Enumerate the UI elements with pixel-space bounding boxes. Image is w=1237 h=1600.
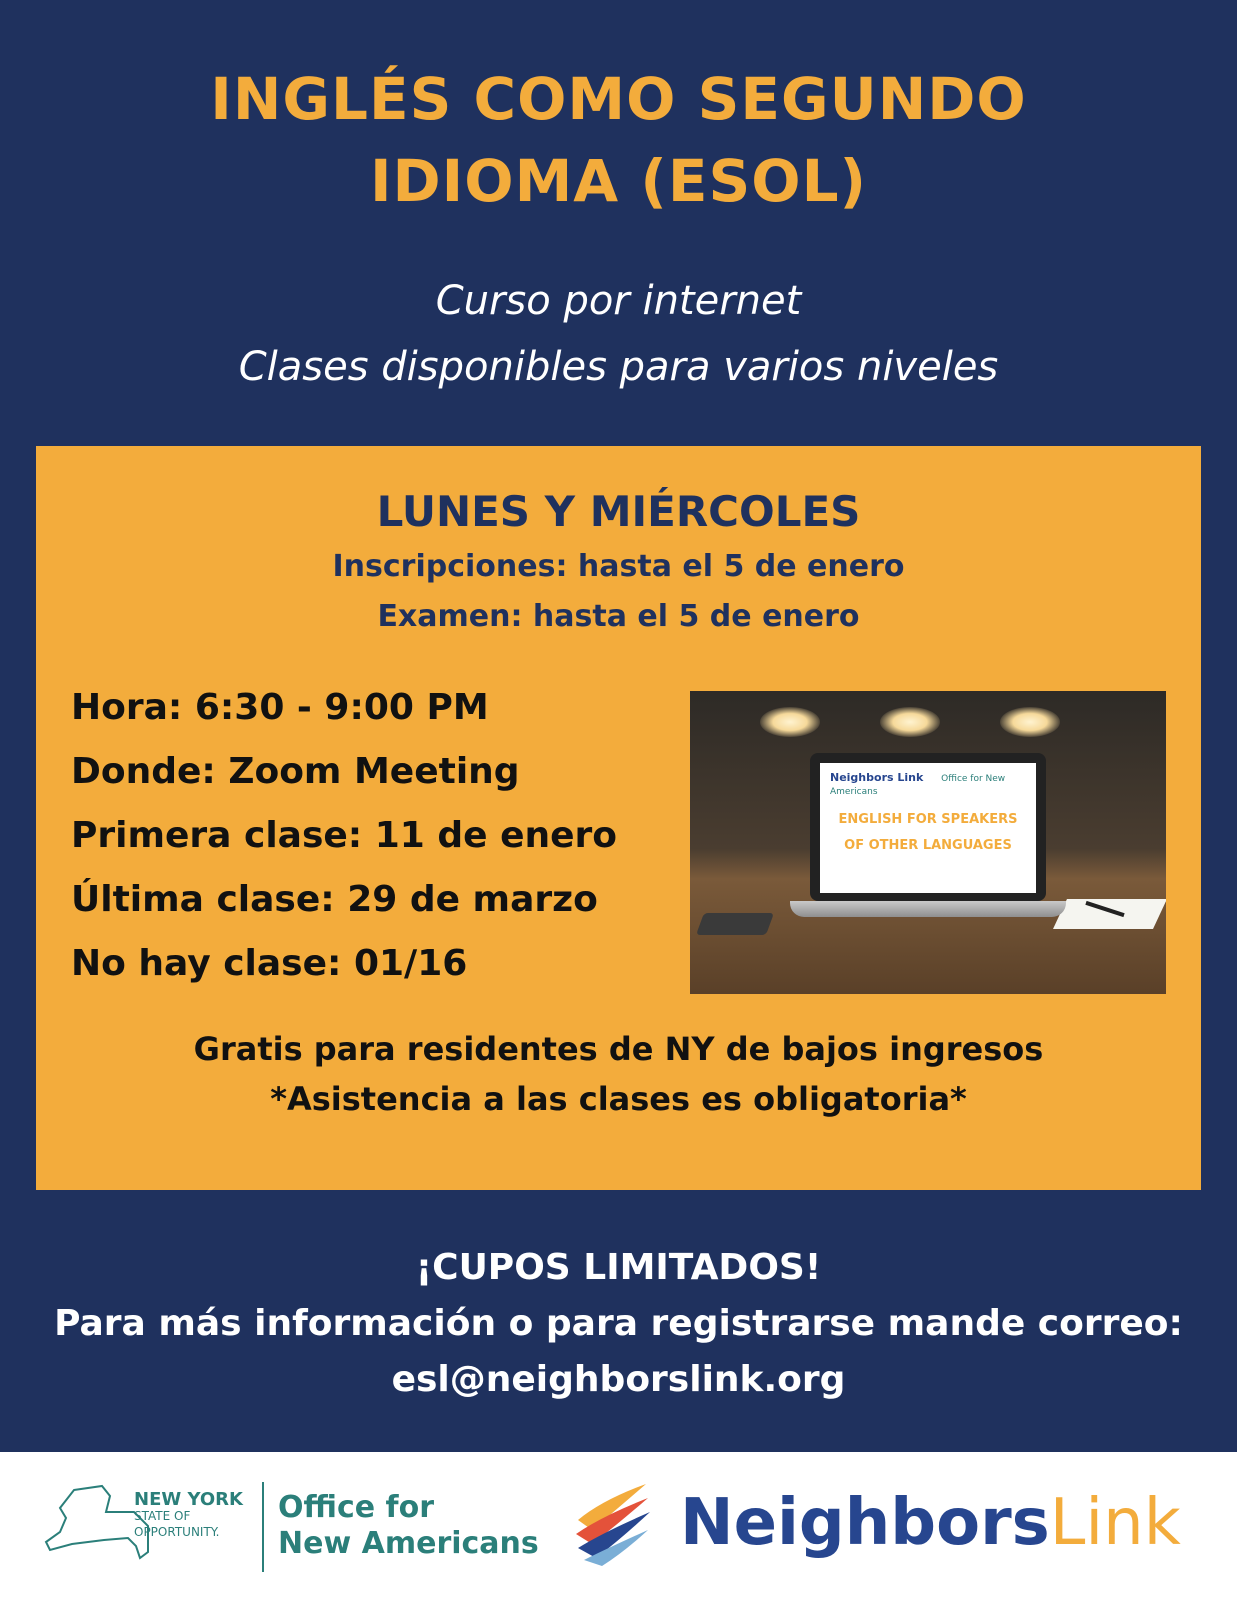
ceiling-light (880, 707, 940, 737)
title-line-2: IDIOMA (ESOL) (369, 147, 868, 215)
info-text: Para más información o para registrarse mande correo: (54, 1303, 1183, 1344)
screen-line-2: OF OTHER LANGUAGES (844, 838, 1012, 853)
detail-last-class: Última clase: 29 de marzo (71, 879, 598, 920)
ceiling-light (760, 707, 820, 737)
free-note: Gratis para residentes de NY de bajos ingresos (193, 1030, 1044, 1068)
phone (696, 913, 774, 935)
schedule-footer (36, 1024, 1201, 1124)
exam-deadline: Examen: hasta el 5 de enero (377, 599, 860, 634)
subtitle-line-1: Curso por internet (435, 278, 802, 324)
class-details (71, 676, 617, 996)
detail-location: Donde: Zoom Meeting (71, 751, 520, 792)
screen-logos (820, 763, 1036, 797)
detail-no-class: No hay clase: 01/16 (71, 943, 468, 984)
neighbors-link-wordmark (680, 1478, 1181, 1568)
subtitle-line-2: Clases disponibles para varios niveles (238, 344, 999, 390)
detail-first-class: Primera clase: 11 de enero (71, 815, 618, 856)
ceiling-light (1000, 707, 1060, 737)
ona-line-1: Office for (278, 1490, 434, 1525)
page-title (0, 58, 1237, 222)
notebook (1053, 899, 1166, 929)
laptop-photo (690, 691, 1166, 994)
laptop-screen (810, 753, 1046, 901)
detail-time: Hora: 6:30 - 9:00 PM (71, 687, 489, 728)
ona-line-2: New Americans (278, 1526, 539, 1561)
ny-state-logo-text (134, 1489, 243, 1540)
wordmark-neighbors: Neighbors (680, 1486, 1050, 1560)
schedule-box (36, 446, 1201, 1190)
logo-divider (262, 1482, 264, 1572)
laptop-display (820, 763, 1036, 893)
screen-logo-ona: Office for New Americans (830, 774, 1006, 797)
call-to-action (0, 1240, 1237, 1408)
ny-line-2: STATE OF (134, 1509, 191, 1523)
attendance-note: *Asistencia a las clases es obligatoria* (270, 1080, 967, 1118)
screen-line-1: ENGLISH FOR SPEAKERS (838, 812, 1018, 827)
office-for-new-americans-logo (278, 1490, 539, 1562)
screen-logo-neighbors-link: Neighbors Link (830, 771, 924, 784)
class-days: LUNES Y MIÉRCOLES (376, 487, 861, 536)
limited-spots: ¡CUPOS LIMITADOS! (415, 1247, 822, 1288)
ny-line-1: NEW YORK (134, 1489, 243, 1510)
wordmark-link: Link (1049, 1486, 1181, 1560)
schedule-header (36, 482, 1201, 642)
neighbors-link-swoosh-icon (572, 1480, 652, 1570)
sponsor-footer (0, 1452, 1237, 1600)
screen-text (820, 807, 1036, 859)
laptop-base (790, 901, 1066, 917)
ny-line-3: OPPORTUNITY. (134, 1525, 220, 1539)
contact-email[interactable]: esl@neighborslink.org (391, 1359, 846, 1400)
subtitle (0, 268, 1237, 400)
title-line-1: INGLÉS COMO SEGUNDO (210, 65, 1027, 133)
registration-deadline: Inscripciones: hasta el 5 de enero (332, 549, 905, 584)
